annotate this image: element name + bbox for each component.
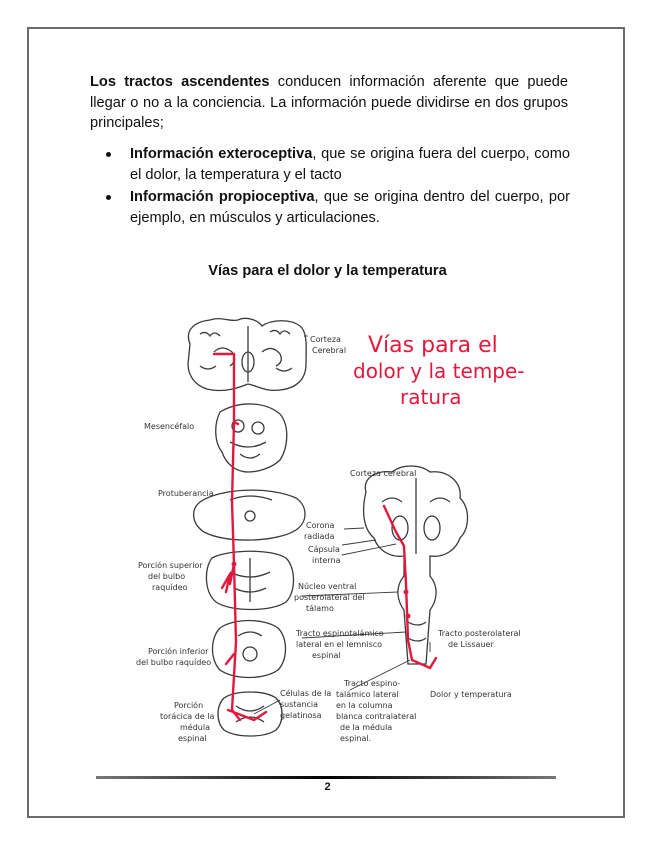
label-nucleo-2: posterolateral del	[294, 593, 365, 602]
list-item-exteroceptive	[104, 144, 570, 185]
label-dolor-temp: Dolor y temperatura	[430, 690, 512, 699]
label-capsula-1: Cápsula	[308, 545, 340, 554]
label-bulbo-sup-3: raquídeo	[152, 583, 188, 592]
label-columna-3: en la columna	[336, 701, 393, 710]
upper-medulla-section	[206, 551, 293, 609]
label-nucleo-3: tálamo	[306, 604, 334, 613]
intro-paragraph	[90, 72, 568, 134]
lower-medulla-section	[213, 621, 286, 678]
bullet-bold: Información propioceptiva	[130, 189, 315, 205]
label-corteza-2: Cerebral	[312, 346, 347, 355]
list-item-proprioceptive	[104, 187, 570, 228]
label-lemnisco-3: espinal	[312, 651, 341, 660]
label-corona-2: radiada	[304, 532, 335, 541]
left-medulla-branches	[222, 574, 234, 664]
label-bulbo-inf-1: Porción inferior	[148, 647, 209, 656]
bullet-text: , que se origina dentro del cuerpo, por ejemplo, en músculos y articulaciones.	[130, 189, 570, 226]
label-corona-1: Corona	[306, 521, 335, 530]
label-celulas-2: sustancia	[280, 700, 319, 709]
pain-temperature-pathway-illustration	[130, 292, 545, 762]
bullet-text: , que se origina fuera del cuerpo, como el dolor, la temperatura y el tacto	[130, 146, 570, 183]
right-entry-pathway	[412, 658, 436, 668]
thoracic-cord-section	[218, 692, 282, 736]
label-columna-2: talámico lateral	[336, 690, 399, 699]
label-bulbo-sup-1: Porción superior	[138, 561, 203, 570]
label-celulas-3: gelatinosa	[280, 711, 322, 720]
label-columna-5: de la médula	[340, 723, 393, 732]
intro-text: conducen información aferente que puede llegar o no a la conciencia. La información puede dividirse en dos grupos principales;	[90, 74, 568, 131]
label-lissauer-1: Tracto posterolateral	[438, 629, 521, 638]
footer-divider	[96, 776, 556, 779]
label-nucleo-1: Núcleo ventral	[298, 582, 357, 591]
label-capsula-2: interna	[312, 556, 341, 565]
left-decussation	[228, 710, 266, 720]
label-mesencefalo: Mesencéfalo	[144, 422, 195, 431]
page-number: 2	[324, 781, 331, 793]
label-lissauer-2: de Lissauer	[448, 640, 494, 649]
label-protuberancia: Protuberancia	[158, 489, 214, 498]
intro-bold: Los tractos ascendentes	[90, 74, 270, 90]
label-toracica-3: médula	[180, 723, 210, 732]
handwritten-title-line-3: ratura	[400, 385, 462, 409]
handwritten-title-line-2: dolor y la tempe-	[353, 359, 525, 383]
info-types-list	[104, 144, 570, 230]
label-toracica-1: Porción	[174, 701, 204, 710]
midbrain-section	[216, 404, 287, 472]
bullet-dot	[106, 152, 111, 157]
label-corteza-1: Corteza	[310, 335, 341, 344]
cortex-section	[188, 318, 306, 390]
handwritten-title-line-1: Vías para el	[368, 333, 498, 358]
bullet-bold: Información exteroceptiva	[130, 146, 313, 162]
label-bulbo-inf-2: del bulbo raquídeo	[136, 658, 212, 667]
label-columna-6: espinal.	[340, 734, 372, 743]
label-lemnisco-2: lateral en el lemnisco	[296, 640, 383, 649]
label-celulas-1: Células de la	[280, 689, 332, 698]
label-toracica-2: torácica de la	[160, 712, 215, 721]
label-columna-1: Tracto espino-	[344, 679, 401, 688]
label-bulbo-sup-2: del bulbo	[148, 572, 186, 581]
label-toracica-4: espinal	[178, 734, 207, 743]
figure-title: Vías para el dolor y la temperatura	[208, 263, 447, 279]
label-columna-4: blanca contralateral	[336, 712, 417, 721]
label-corteza-right: Corteza cerebral	[350, 469, 417, 478]
bullet-dot	[106, 195, 111, 200]
label-lemnisco-1: Tracto espinotalámico	[296, 629, 384, 638]
